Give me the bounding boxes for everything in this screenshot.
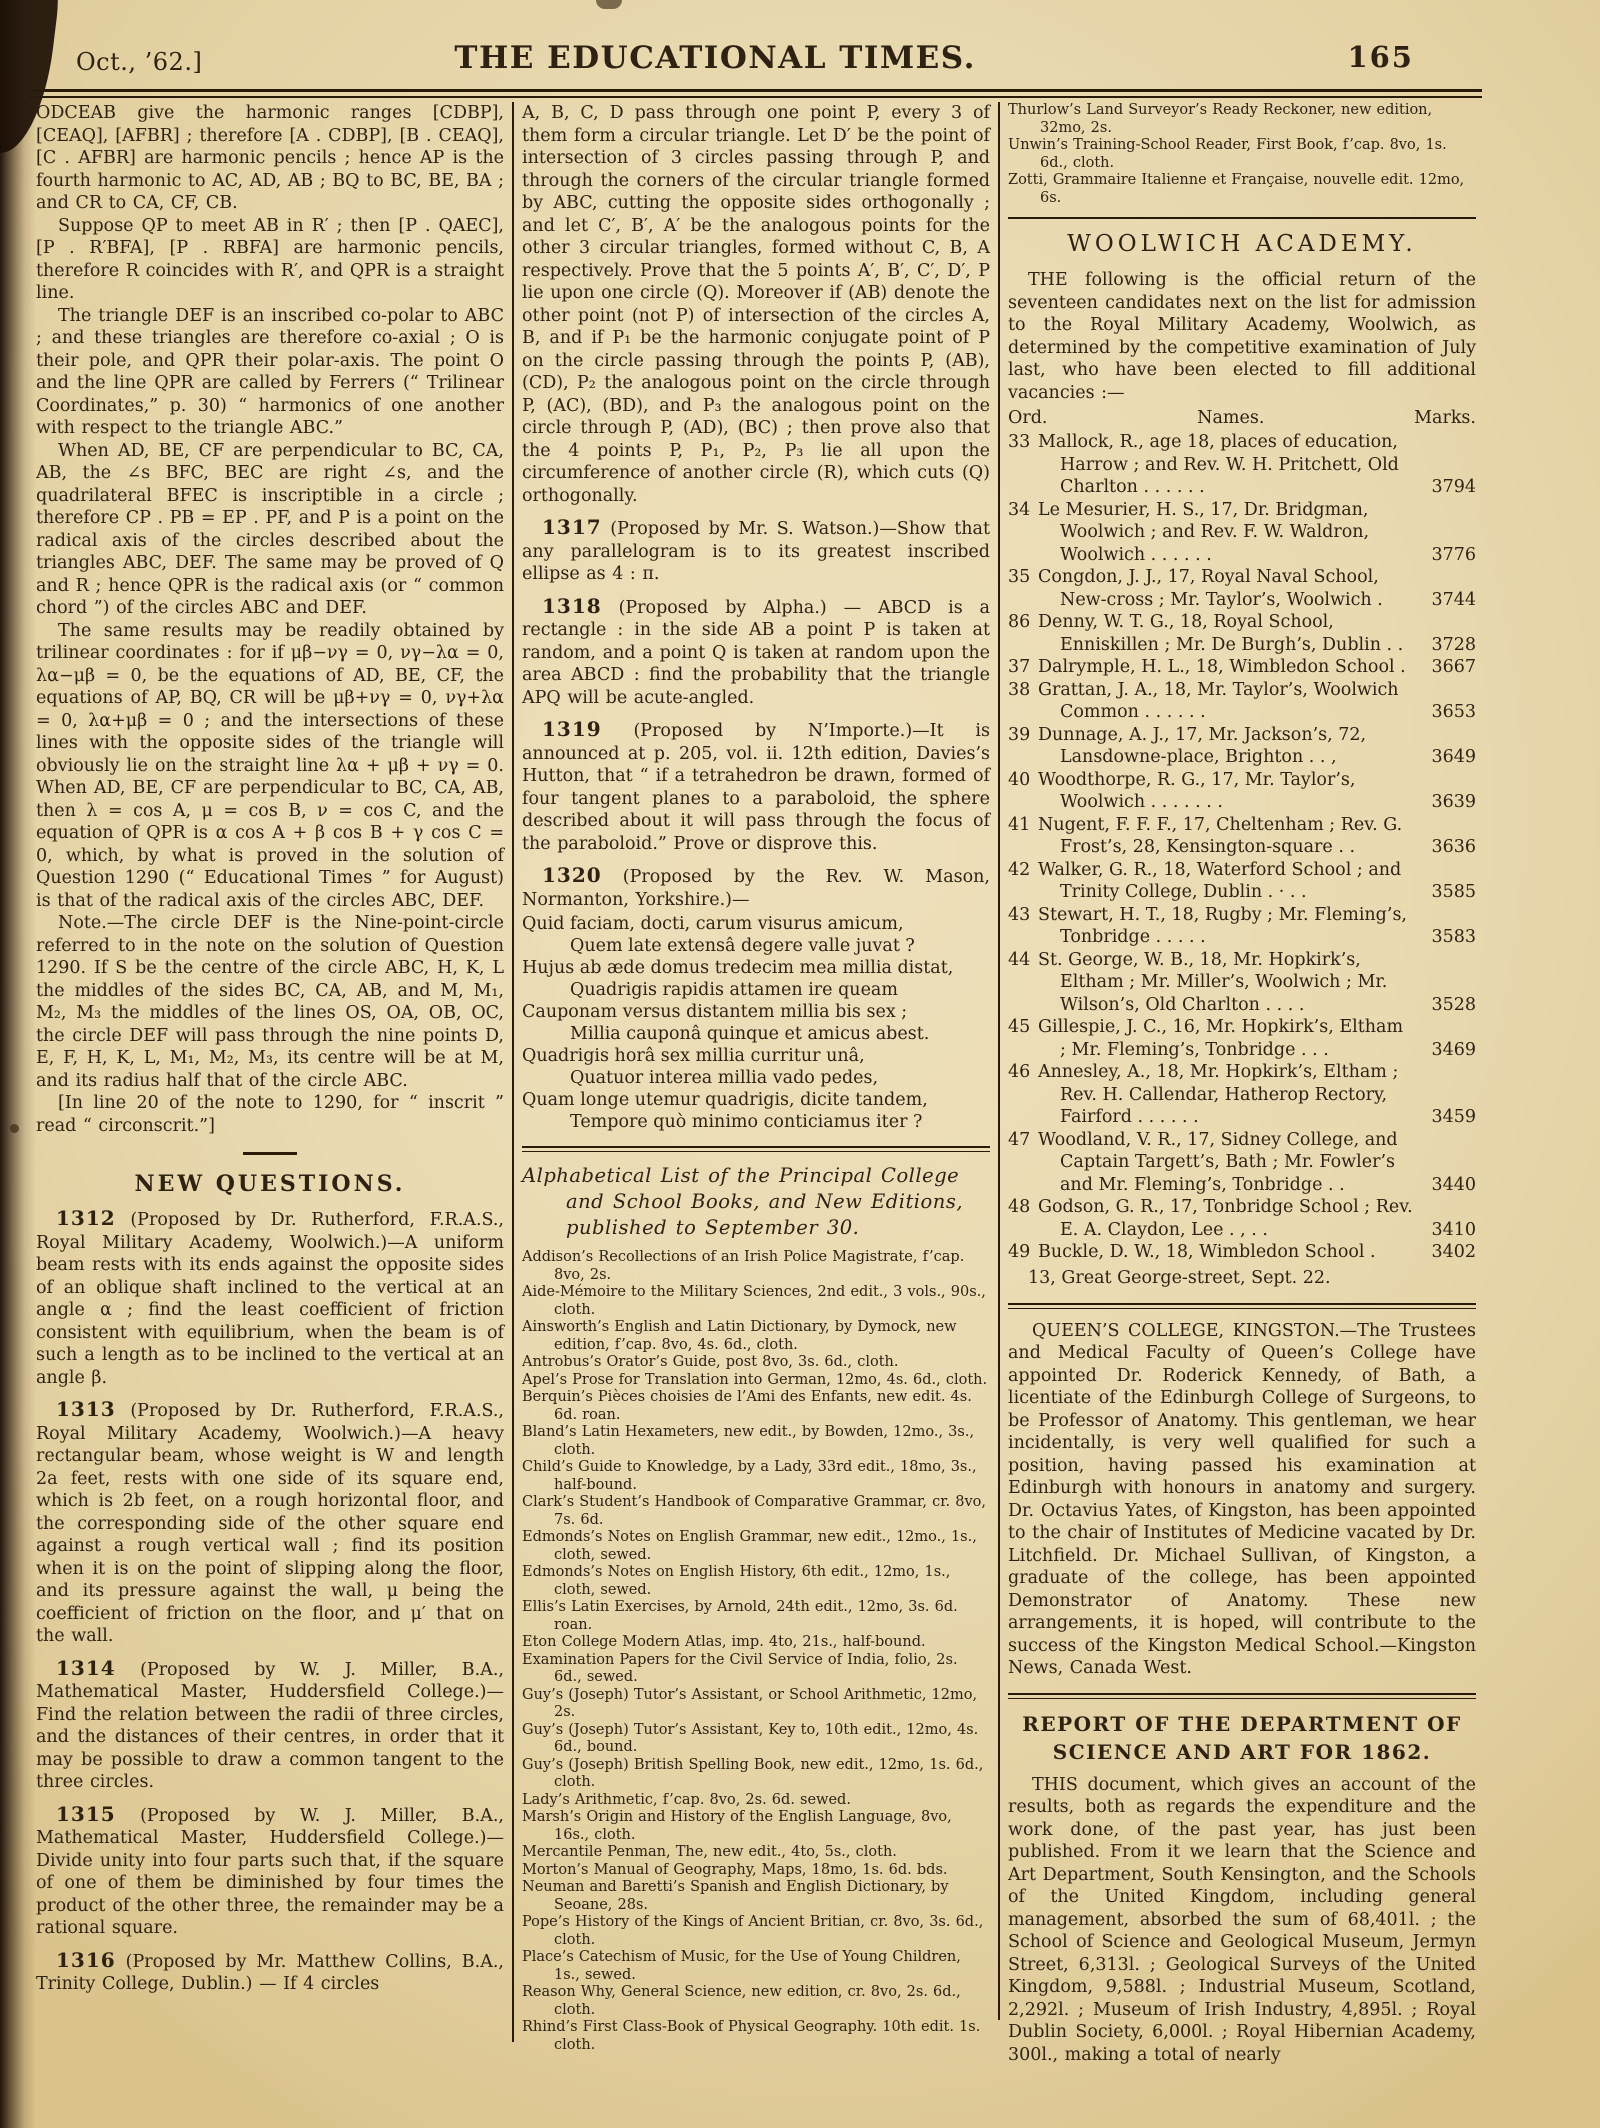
book-entry: Aide-Mémoire to the Military Sciences, 2nd edit., 3 vols., 90s., cloth.	[522, 1284, 986, 1318]
paragraph: ODCEAB give the harmonic ranges [CDBP], [CEAQ], [AFBR] ; therefore [A . CDBP], [B . CEAQ], [C . AFBR] are harmonic pencils ; hence AP is the fourth harmonic to AC, AD, AB ; BQ to BC, BE, BA ; and CR to CA, CF, CB.	[36, 103, 504, 213]
book-entry: Addison’s Recollections of an Irish Police Magistrate, f’cap. 8vo, 2s.	[522, 1249, 965, 1283]
section-heading-report	[1008, 1710, 1476, 1766]
candidate-ord: 40	[1008, 769, 1031, 790]
candidate-ord: 39	[1008, 724, 1031, 745]
paragraph: When AD, BE, CF are perpendicular to BC, CA, AB, the ∠s BFC, BEC are right ∠s, and the quadrilateral BFEC is inscriptible in a circle ; therefore CP . PB = EP . PF, and P is a point on the radical axis of the circles described about the triangles ABC, DEF. The same may be proved of Q and R ; hence QPR is the radical axis (or “ common chord ”) of the circles ABC and DEF.	[36, 440, 504, 618]
candidate-name: Le Mesurier, H. S., 17, Dr. Bridgman, Woolwich ; and Rev. F. W. Waldron, Woolwich . . . . . .	[1038, 499, 1370, 565]
question-1316-continuation: A, B, C, D pass through one point P, every 3 of them form a circular triangle. Let D′ be the point of intersection of 3 circles passing through P, and through the corners of the circular triangle formed by ABC, cutting the opposite sides orthogonally ; and let C′, B′, A′ be the analogous points for the other 3 circular triangles, formed without C, B, A respectively. Prove that the 5 points A′, B′, C′, D′, P lie upon one circle (Q). Moreover if (AB) denote the other point (not P) of intersection of the circles A, B, and if P₁ be the harmonic conjugate point of P on the circle passing through the points P, (AB), (CD), P₂ the analogous point on the circle through P, (AC), (BD), and P₃ the analogous point on the circle through P, (AD), (BC) ; then prove also that the 4 points P, P₁, P₂, P₃ lie all upon the circumference of another circle (R), which cuts (Q) orthogonally.	[522, 103, 990, 506]
candidate-marks: 3528	[1431, 994, 1476, 1015]
question-number: 1314	[56, 1655, 116, 1680]
candidate-ord: 48	[1008, 1197, 1031, 1217]
candidate-row	[1008, 566, 1476, 611]
book-entry: Neuman and Baretti’s Spanish and English Dictionary, by Seoane, 28s.	[522, 1879, 949, 1913]
question	[36, 1207, 504, 1389]
queens-college-news: QUEEN’S COLLEGE, KINGSTON.—The Trustees and Medical Faculty of Queen’s College have appointed Dr. Roderick Kennedy, of Bath, a licentiate of the Edinburgh College of Surgeons, to be Professor of Anatomy. This gentleman, we hear incidentally, is very well qualified for such a position, having passed his examination at Edinburgh with honours in anatomy and surgery. Dr. Octavius Yates, of Kingston, has been appointed to the chair of Institutes of Medicine vacated by Dr. Litchfield. Dr. Michael Sullivan, of Kingston, a graduate of the college, has been appointed Demonstrator of Anatomy. These new arrangements, it is hoped, will contribute to the success of the Kingston Medical School.—Kingston News, Canada West.	[1008, 1320, 1476, 1678]
questions-list	[522, 516, 990, 855]
page-number: 165	[1347, 40, 1414, 74]
candidate-ord: 46	[1008, 1062, 1031, 1082]
candidate-name: Gillespie, J. C., 16, Mr. Hopkirk’s, Eltham ; Mr. Fleming’s, Tonbridge . . .	[1038, 1017, 1404, 1060]
candidate-name: Nugent, F. F. F., 17, Cheltenham ; Rev. G. Frost’s, 28, Kensington-square . .	[1038, 814, 1403, 857]
question-number: 1319	[542, 717, 602, 741]
column-header-ord: Ord.	[1008, 408, 1048, 428]
candidate-ord: 37	[1008, 657, 1031, 677]
candidate-name: Mallock, R., age 18, places of education, Harrow ; and Rev. W. H. Pritchett, Old Charlton . . . . . .	[1038, 432, 1399, 497]
question	[522, 718, 990, 855]
questions-list	[36, 1207, 504, 1996]
book-entry: Examination Papers for the Civil Service of India, folio, 2s. 6d., sewed.	[522, 1651, 958, 1685]
question	[36, 1949, 504, 1996]
candidate-row	[1008, 904, 1476, 949]
column-3	[1008, 102, 1476, 2066]
candidate-row	[1008, 859, 1476, 904]
latin-verse	[522, 913, 990, 1133]
question	[522, 595, 990, 710]
candidate-name: Dunnage, A. J., 17, Mr. Jackson’s, 72, Lansdowne-place, Brighton . . ,	[1038, 724, 1367, 767]
book-list	[522, 1249, 990, 2054]
candidate-row	[1008, 1016, 1476, 1061]
candidate-name: St. George, W. B., 18, Mr. Hopkirk’s, Eltham ; Mr. Miller’s, Woolwich ; Mr. Wilson’s, Old Charlton . . . .	[1038, 949, 1388, 1015]
candidate-row	[1008, 431, 1476, 499]
book-list-heading: Alphabetical List of the Principal College and School Books, and New Editions, published to September 30.	[522, 1164, 964, 1239]
woolwich-intro: THE following is the official return of the seventeen candidates next on the list for admission to the Royal Military Academy, Woolwich, as determined by the competitive examination of July last, who have been elected to fill additional vacancies :—	[1008, 270, 1476, 403]
question-text: (Proposed by Dr. Rutherford, F.R.A.S., Royal Military Academy, Woolwich.)—A uniform beam rests with its ends against the opposite sides of an oblique shaft inclined to the vertical at an angle α ; find the least coefficient of friction consistent with equilibrium, when the beam is of such a length as to be inclined to the vertical at an angle β.	[36, 1210, 504, 1388]
scan-speck	[596, 0, 622, 9]
candidate-marks: 3776	[1431, 544, 1476, 565]
verse-line: Quatuor interea millia vado pedes,	[570, 1068, 879, 1088]
question	[522, 516, 990, 586]
column-2	[522, 102, 990, 2054]
column-rule	[512, 102, 514, 2042]
question-text: (Proposed by the Rev. W. Mason, Normanton, Yorkshire.)—	[522, 867, 990, 910]
candidate-row	[1008, 1196, 1476, 1241]
candidate-ord: 34	[1008, 499, 1031, 520]
book-entry: Place’s Catechism of Music, for the Use of Young Children, 1s., sewed.	[522, 1949, 961, 1983]
question-text: (Proposed by W. J. Miller, B.A., Mathematical Master, Huddersfield College.)— Divide unity into four parts such that, if the square of one of them be diminished by four times the product of the other three, the remainder may be a rational square.	[36, 1805, 504, 1938]
book-entry: Reason Why, General Science, new edition, cr. 8vo, 2s. 6d., cloth.	[522, 1984, 961, 2018]
question-text: (Proposed by Mr. S. Watson.)—Show that any parallelogram is to its greatest inscribed ellipse as 4 : π.	[522, 519, 990, 584]
verse-line: Tempore quò minimo conticiamus iter ?	[570, 1112, 923, 1132]
candidate-row	[1008, 769, 1476, 814]
candidate-marks: 3583	[1431, 927, 1476, 947]
candidate-marks: 3649	[1431, 747, 1476, 767]
book-entry: Edmonds’s Notes on English Grammar, new edit., 12mo., 1s., cloth, sewed.	[522, 1529, 977, 1563]
question-text: (Proposed by W. J. Miller, B.A., Mathematical Master, Huddersfield College.)— Find the relation between the radii of three circles, and the distances of their centres, in order that it may be possible to draw a common tangent to the three circles.	[36, 1659, 504, 1792]
candidate-ord: 44	[1008, 949, 1031, 970]
candidate-row	[1008, 1061, 1476, 1129]
book-entry: Berquin’s Pièces choisies de l’Ami des Enfants, new edit. 4s. 6d. roan.	[522, 1389, 972, 1423]
book-entry: Ainsworth’s English and Latin Dictionary, by Dymock, new edition, f’cap. 8vo, 4s. 6d., cloth.	[522, 1319, 957, 1353]
paragraph: Suppose QP to meet AB in R′ ; then [P . QAEC], [P . R′BFA], [P . RBFA] are harmonic pencils, therefore R coincides with R′, and QPR is a straight line.	[36, 215, 504, 303]
report-heading-line1: REPORT OF THE DEPARTMENT OF	[1022, 1711, 1462, 1736]
candidate-name: Woodthorpe, R. G., 17, Mr. Taylor’s, Woolwich . . . . . . .	[1038, 769, 1356, 812]
candidate-ord: 47	[1008, 1129, 1031, 1150]
verse-line: Quid faciam, docti, carum visurus amicum,	[522, 914, 904, 934]
candidate-ord: 38	[1008, 679, 1031, 700]
section-divider-double-rule	[522, 1146, 990, 1152]
candidate-row	[1008, 499, 1476, 567]
book-entry: Rhind’s First Class-Book of Physical Geography. 10th edit. 1s. cloth.	[522, 2019, 981, 2053]
candidate-marks: 3402	[1431, 1242, 1476, 1262]
book-list-continued	[1008, 102, 1476, 207]
book-entry: Child’s Guide to Knowledge, by a Lady, 33rd edit., 18mo, 3s., half-bound.	[522, 1459, 977, 1493]
question-number: 1313	[56, 1397, 116, 1421]
book-entry: Pope’s History of the Kings of Ancient Britian, cr. 8vo, 3s. 6d., cloth.	[522, 1914, 984, 1948]
question-text: (Proposed by Mr. Matthew Collins, B.A., Trinity College, Dublin.) — If 4 circles	[36, 1951, 504, 1994]
candidate-marks: 3459	[1431, 1107, 1476, 1127]
page-title: THE EDUCATIONAL TIMES.	[454, 40, 976, 76]
column-header-marks: Marks.	[1414, 408, 1476, 428]
verse-line: Quadrigis rapidis attamen ire queam	[570, 980, 898, 1000]
header-double-rule	[30, 89, 1482, 98]
column-header-names: Names.	[1197, 408, 1265, 428]
candidate-ord: 33	[1008, 432, 1031, 452]
question-number: 1318	[542, 593, 602, 618]
paragraph: The triangle DEF is an inscribed co-polar to ABC ; and these triangles are therefore co-axial ; O is their pole, and QPR their polar-axis. The point O and the line QPR are called by Ferrers (“ Trilinear Coordinates,” p. 30) “ harmonics of one another with respect to the triangle ABC.”	[36, 305, 504, 438]
book-entry: Morton’s Manual of Geography, Maps, 18mo, 1s. 6d. bds.	[522, 1861, 948, 1878]
verse-line: Hujus ab æde domus tredecim mea millia distat,	[522, 958, 954, 978]
candidate-name: Grattan, J. A., 18, Mr. Taylor’s, Woolwich Common . . . . . .	[1038, 679, 1399, 722]
question-number: 1316	[56, 1947, 116, 1972]
candidate-row	[1008, 611, 1476, 656]
candidate-marks: 3667	[1431, 657, 1476, 677]
candidate-row	[1008, 1241, 1476, 1264]
candidate-name: Dalrymple, H. L., 18, Wimbledon School .	[1038, 657, 1406, 677]
book-gutter-shadow	[0, 0, 36, 2128]
column-rule	[998, 102, 1000, 2020]
section-divider-rule	[1008, 217, 1476, 219]
book-entry: Lady’s Arithmetic, f’cap. 8vo, 2s. 6d. sewed.	[522, 1791, 851, 1808]
candidate-row	[1008, 1129, 1476, 1197]
book-entry: Mercantile Penman, The, new edit., 4to, 5s., cloth.	[522, 1844, 897, 1860]
question	[36, 1398, 504, 1648]
candidate-marks: 3728	[1431, 634, 1476, 655]
candidate-name: Buckle, D. W., 18, Wimbledon School .	[1038, 1242, 1376, 1262]
solution-text	[36, 102, 504, 1137]
candidate-marks: 3440	[1431, 1174, 1476, 1195]
section-divider	[243, 1152, 297, 1155]
book-entry: Edmonds’s Notes on English History, 6th edit., 12mo, 1s., cloth, sewed.	[522, 1564, 951, 1598]
report-body: THIS document, which gives an account of the results, both as regards the expenditure and the work done, of the past year, has just been published. From it we learn that the Science and Art Department, South Kensington, and the Schools of the United Kingdom, including general management, absorbed the sum of 68,401l. ; the School of Science and Geological Museum, Jermyn Street, 6,313l. ; Geological Surveys of the United Kingdom, 9,588l. ; Industrial Museum, Scotland, 2,292l. ; Museum of Irish Industry, 4,895l. ; Royal Dublin Society, 6,000l. ; Royal Hibernian Academy, 300l., making a total of nearly	[1008, 1774, 1476, 2065]
book-entry: Guy’s (Joseph) Tutor’s Assistant, or School Arithmetic, 12mo, 2s.	[522, 1686, 978, 1720]
question-number: 1315	[56, 1801, 116, 1826]
question-number: 1312	[56, 1206, 116, 1230]
candidates-table	[1008, 431, 1476, 1264]
candidate-name: Godson, G. R., 17, Tonbridge School ; Rev. E. A. Claydon, Lee . , . .	[1038, 1197, 1413, 1240]
candidate-row	[1008, 679, 1476, 724]
question	[36, 1657, 504, 1794]
candidate-marks: 3744	[1431, 589, 1476, 610]
question-text: (Proposed by Dr. Rutherford, F.R.A.S., Royal Military Academy, Woolwich.)—A heavy rectangular beam, whose weight is W and length 2a feet, rests with one side of its square end, which is 2b feet, on a rough horizontal floor, and the corresponding side of the other square end against a rough vertical wall ; find its position when it is on the point of slipping along the floor, and its pressure against the wall, μ being the coefficient of friction on the floor, and μ′ that on the wall.	[36, 1401, 504, 1646]
verse-line: Quadrigis horâ sex millia curritur unâ,	[522, 1046, 865, 1066]
candidate-name: Stewart, H. T., 18, Rugby ; Mr. Fleming’s, Tonbridge . . . . .	[1038, 904, 1407, 947]
verse-line: Millia cauponâ quinque et amicus abest.	[570, 1024, 930, 1044]
scan-speck	[10, 1124, 19, 1133]
section-heading-woolwich-academy: WOOLWICH ACADEMY.	[1067, 231, 1417, 257]
candidate-marks: 3794	[1431, 477, 1476, 497]
candidate-name: Annesley, A., 18, Mr. Hopkirk’s, Eltham ; Rev. H. Callendar, Hatherop Rectory, Fairford . . . . . .	[1038, 1062, 1399, 1127]
candidate-ord: 45	[1008, 1017, 1031, 1037]
verse-line: Quam longe utemur quadrigis, dicite tandem,	[522, 1090, 928, 1110]
candidate-marks: 3410	[1431, 1219, 1476, 1240]
book-entry: Guy’s (Joseph) Tutor’s Assistant, Key to, 10th edit., 12mo, 4s. 6d., bound.	[522, 1721, 979, 1755]
book-entry: Thurlow’s Land Surveyor’s Ready Reckoner, new edition, 32mo, 2s.	[1008, 102, 1433, 136]
candidate-ord: 41	[1008, 814, 1031, 835]
report-heading-line2: SCIENCE AND ART FOR 1862.	[1052, 1739, 1432, 1764]
candidate-name: Denny, W. T. G., 18, Royal School, Enniskillen ; Mr. De Burgh’s, Dublin . .	[1038, 612, 1404, 655]
candidate-ord: 49	[1008, 1242, 1031, 1262]
paragraph: The same results may be readily obtained by trilinear coordinates : for if μβ−νγ = 0, νγ−λα = 0, λα−μβ = 0, be the equations of AD, BE, CF, the equations of AP, BQ, CR will be μβ+νγ = 0, νγ+λα = 0, λα+μβ = 0 ; and the intersections of these lines with the opposite sides of the triangle will obviously lie on the straight line λα + μβ + νγ = 0. When AD, BE, CF are perpendicular to BC, CA, AB, then λ = cos A, μ = cos B, ν = cos C, and the equation of QPR is α cos A + β cos B + γ cos C = 0, which, by what is proved in the solution of Question 1290 (“ Educational Times ” for August) is that of the radical axis of the circles ABC, DEF.	[36, 620, 504, 911]
candidate-name: Woodland, V. R., 17, Sidney College, and Captain Targett’s, Bath ; Mr. Fowler’s and Mr. Fleming’s, Tonbridge . .	[1038, 1129, 1398, 1195]
candidate-row	[1008, 656, 1476, 679]
book-entry: Ellis’s Latin Exercises, by Arnold, 24th edit., 12mo, 3s. 6d. roan.	[522, 1599, 958, 1633]
three-column-layout	[36, 102, 1476, 2066]
candidate-marks: 3469	[1431, 1039, 1476, 1060]
candidate-marks: 3585	[1431, 882, 1476, 902]
book-entry: Zotti, Grammaire Italienne et Française, nouvelle edit. 12mo, 6s.	[1008, 172, 1465, 206]
candidate-marks: 3653	[1431, 702, 1476, 722]
candidate-name: Congdon, J. J., 17, Royal Naval School, New-cross ; Mr. Taylor’s, Woolwich .	[1038, 567, 1383, 610]
book-entry: Apel’s Prose for Translation into German, 12mo, 4s. 6d., cloth.	[522, 1371, 988, 1388]
question-text: (Proposed by Alpha.) — ABCD is a rectangle : in the side AB a point P is taken at random, and a point Q is taken at random upon the area ABCD : find the probability that the triangle APQ will be acute-angled.	[522, 597, 990, 708]
candidate-row	[1008, 814, 1476, 859]
question	[36, 1803, 504, 1940]
section-heading-new-questions: NEW QUESTIONS.	[134, 1171, 406, 1197]
column-1	[36, 102, 504, 1996]
candidate-name: Walker, G. R., 18, Waterford School ; and Trinity College, Dublin . · . .	[1038, 859, 1402, 902]
candidate-row	[1008, 949, 1476, 1017]
book-entry: Clark’s Student’s Handbook of Comparative Grammar, cr. 8vo, 7s. 6d.	[522, 1494, 987, 1528]
candidate-marks: 3639	[1431, 792, 1476, 812]
masthead	[36, 38, 1436, 88]
candidate-ord: 43	[1008, 904, 1031, 925]
section-divider-double-rule	[1008, 1693, 1476, 1699]
question-text: (Proposed by N’Importe.)—It is announced at p. 205, vol. ii. 12th edition, Davies’s Hutton, that “ if a tetrahedron be drawn, formed of four tangent planes to a paraboloid, the sphere described about it will pass through the focus of the paraboloid.” Prove or disprove this.	[522, 721, 990, 854]
candidate-marks: 3636	[1431, 837, 1476, 857]
paragraph: [In line 20 of the note to 1290, for “ inscrit ” read “ circonscrit.”]	[36, 1093, 504, 1136]
question-number: 1317	[542, 515, 602, 539]
verse-line: Cauponam versus distantem millia bis sex ;	[522, 1002, 908, 1022]
candidate-ord: 42	[1008, 859, 1031, 880]
question	[522, 864, 990, 911]
issue-date: Oct., ’62.]	[76, 48, 203, 76]
candidate-row	[1008, 724, 1476, 769]
section-divider-double-rule	[1008, 1303, 1476, 1309]
candidate-ord: 86	[1008, 612, 1031, 632]
book-entry: Antrobus’s Orator’s Guide, post 8vo, 3s. 6d., cloth.	[522, 1354, 899, 1370]
book-entry: Unwin’s Training-School Reader, First Book, f’cap. 8vo, 1s. 6d., cloth.	[1008, 137, 1447, 171]
candidate-ord: 35	[1008, 567, 1031, 587]
candidates-table-header	[1008, 406, 1476, 430]
book-entry: Eton College Modern Atlas, imp. 4to, 21s., half-bound.	[522, 1634, 926, 1650]
verse-line: Quem late extensâ degere valle juvat ?	[570, 936, 915, 956]
paragraph: Note.—The circle DEF is the Nine-point-circle referred to in the note on the solution of Question 1290. If S be the centre of the circle ABC, H, K, L the middles of the sides BC, CA, AB, and M, M₁, M₂, M₃ the middles of the lines OS, OA, OB, OC, the circle DEF will pass through the nine points D, E, F, H, K, L, M₁, M₂, M₃, its centre will be at M, and its radius half that of the circle ABC.	[36, 913, 504, 1091]
woolwich-footer-line: 13, Great George-street, Sept. 22.	[1028, 1267, 1331, 1288]
question-number: 1320	[542, 863, 602, 887]
book-entry: Bland’s Latin Hexameters, new edit., by Bowden, 12mo., 3s., cloth.	[522, 1424, 975, 1458]
book-entry: Marsh’s Origin and History of the English Language, 8vo, 16s., cloth.	[522, 1809, 952, 1843]
book-entry: Guy’s (Joseph) British Spelling Book, new edit., 12mo, 1s. 6d., cloth.	[522, 1756, 984, 1790]
